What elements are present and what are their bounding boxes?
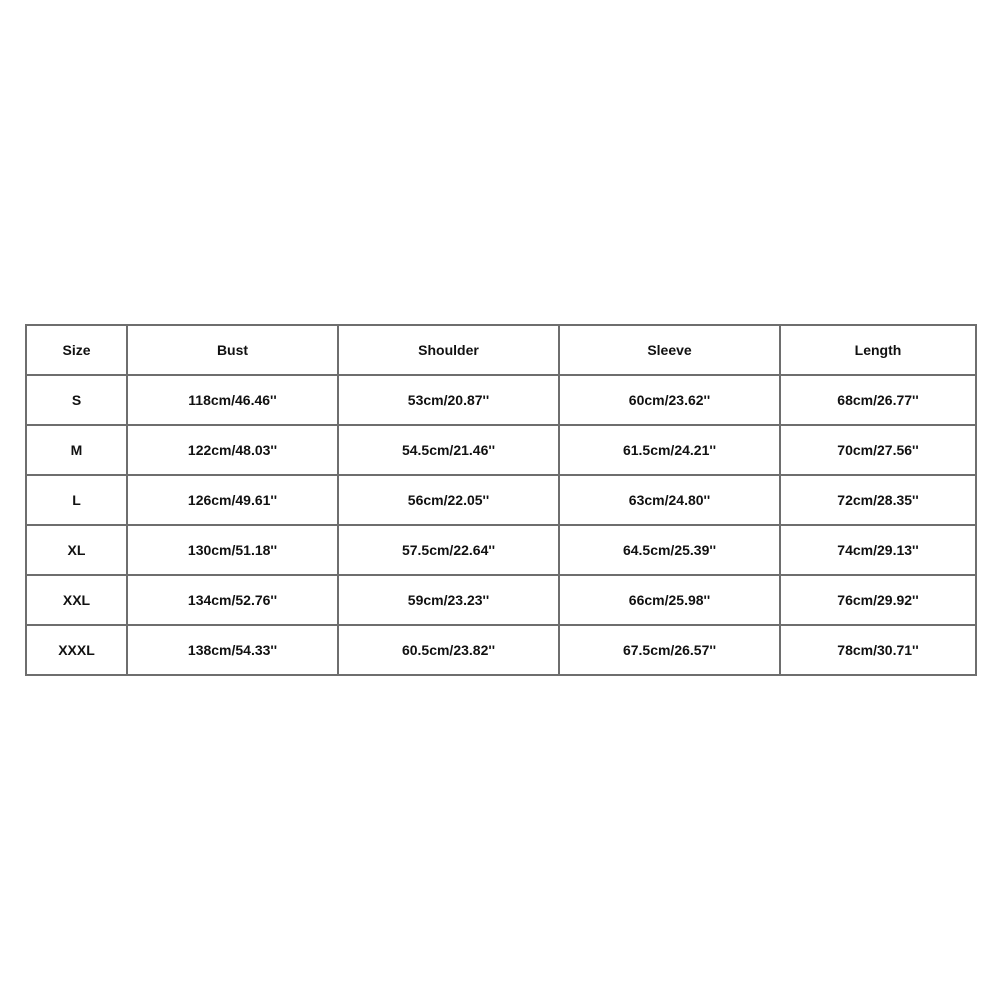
table-header-row bbox=[26, 325, 976, 375]
table-row bbox=[26, 375, 976, 425]
cell-length: 68cm/26.77'' bbox=[780, 375, 976, 425]
cell-size: XXXL bbox=[26, 625, 127, 675]
cell-bust: 130cm/51.18'' bbox=[127, 525, 338, 575]
table-row bbox=[26, 625, 976, 675]
cell-size: XL bbox=[26, 525, 127, 575]
cell-sleeve: 66cm/25.98'' bbox=[559, 575, 780, 625]
cell-size: L bbox=[26, 475, 127, 525]
cell-bust: 126cm/49.61'' bbox=[127, 475, 338, 525]
cell-length: 74cm/29.13'' bbox=[780, 525, 976, 575]
cell-length: 72cm/28.35'' bbox=[780, 475, 976, 525]
size-chart-table bbox=[25, 324, 977, 676]
cell-length: 78cm/30.71'' bbox=[780, 625, 976, 675]
cell-shoulder: 56cm/22.05'' bbox=[338, 475, 559, 525]
cell-bust: 138cm/54.33'' bbox=[127, 625, 338, 675]
cell-size: XXL bbox=[26, 575, 127, 625]
table-row bbox=[26, 525, 976, 575]
cell-size: M bbox=[26, 425, 127, 475]
table-row bbox=[26, 475, 976, 525]
header-bust: Bust bbox=[127, 325, 338, 375]
cell-bust: 134cm/52.76'' bbox=[127, 575, 338, 625]
header-shoulder: Shoulder bbox=[338, 325, 559, 375]
cell-shoulder: 54.5cm/21.46'' bbox=[338, 425, 559, 475]
cell-sleeve: 61.5cm/24.21'' bbox=[559, 425, 780, 475]
cell-shoulder: 59cm/23.23'' bbox=[338, 575, 559, 625]
table-row bbox=[26, 425, 976, 475]
cell-size: S bbox=[26, 375, 127, 425]
cell-shoulder: 53cm/20.87'' bbox=[338, 375, 559, 425]
cell-sleeve: 63cm/24.80'' bbox=[559, 475, 780, 525]
table-row bbox=[26, 575, 976, 625]
cell-length: 76cm/29.92'' bbox=[780, 575, 976, 625]
cell-length: 70cm/27.56'' bbox=[780, 425, 976, 475]
cell-shoulder: 57.5cm/22.64'' bbox=[338, 525, 559, 575]
header-length: Length bbox=[780, 325, 976, 375]
cell-sleeve: 67.5cm/26.57'' bbox=[559, 625, 780, 675]
header-sleeve: Sleeve bbox=[559, 325, 780, 375]
cell-bust: 118cm/46.46'' bbox=[127, 375, 338, 425]
header-size: Size bbox=[26, 325, 127, 375]
cell-bust: 122cm/48.03'' bbox=[127, 425, 338, 475]
cell-shoulder: 60.5cm/23.82'' bbox=[338, 625, 559, 675]
cell-sleeve: 64.5cm/25.39'' bbox=[559, 525, 780, 575]
cell-sleeve: 60cm/23.62'' bbox=[559, 375, 780, 425]
